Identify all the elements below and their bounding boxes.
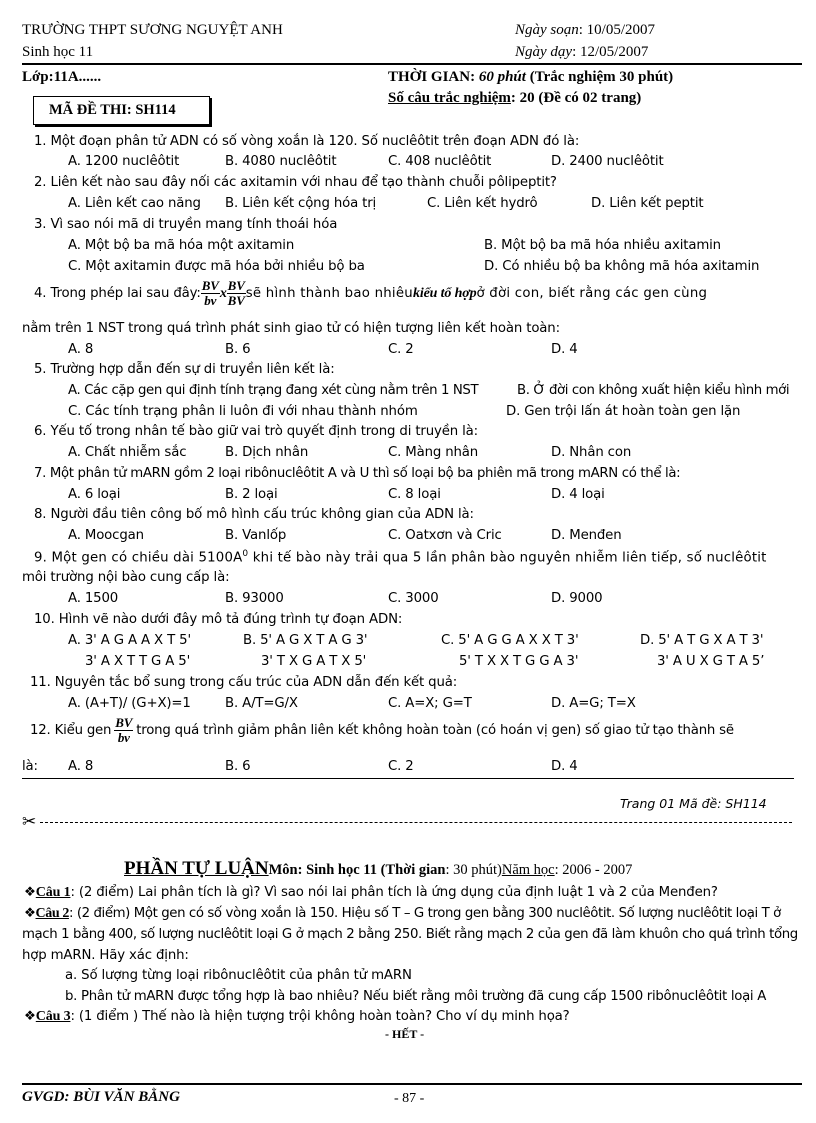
q10-option-c-line2: 5' T X X T G G A 3'	[459, 654, 579, 669]
time-value: 60 phút	[478, 69, 526, 85]
q7-option-d: D. 4 loại	[551, 487, 605, 502]
q1-option-c: C. 408 nuclêôtit	[388, 154, 492, 169]
q2-option-b: B. Liên kết cộng hóa trị	[225, 196, 377, 211]
essay-year-value: : 2006 - 2007	[554, 862, 633, 878]
q5-option-a: A. Các cặp gen qui định tính trạng đang xét cùng nằm trên 1 NST	[68, 383, 479, 398]
q8-option-d: D. Menđen	[551, 528, 622, 543]
q4-frac2-bottom: BV	[227, 293, 245, 308]
q9-superscript: 0	[242, 549, 249, 559]
q7-option-b: B. 2 loại	[225, 487, 278, 502]
scissors-icon: ✂	[22, 812, 37, 832]
essay-year-label: Năm học	[501, 862, 555, 878]
essay-item-1-label: Câu 1	[35, 885, 71, 900]
q12-option-b: B. 6	[225, 759, 251, 774]
q12-frac-bottom: bv	[117, 730, 130, 745]
q2-option-d: D. Liên kết peptit	[591, 196, 704, 211]
page-footer-code: Trang 01 Mã đề: SH114	[620, 796, 767, 811]
essay-item-2-text: : (2 điểm) Một gen có số vòng xoắn là 150. Hiệu số T – G trong gen bằng 300 nuclêôtit. Số lượng nuclêôtit loại T ở	[68, 906, 781, 921]
q9-option-b: B. 93000	[225, 591, 284, 606]
count-label: Số câu trắc nghiệm	[388, 90, 511, 106]
q10-option-b-line2: 3' T X G A T X 5'	[261, 654, 367, 669]
q6-option-c: C. Màng nhân	[388, 445, 479, 460]
q12-text-before: 12. Kiểu gen	[30, 723, 112, 738]
bullet-icon: ❖	[24, 885, 36, 900]
q11-option-c: C. A=X; G=T	[388, 696, 472, 711]
time-note: (Trắc nghiệm 30 phút)	[525, 69, 674, 85]
q11-option-d: D. A=G; T=X	[551, 696, 636, 711]
q4-frac1-top: BV	[201, 278, 219, 293]
date-teach-label: Ngày dạy	[515, 44, 573, 60]
q9-text-before: 9. Một gen có chiều dài 5100A	[34, 550, 243, 566]
q4-text-before: 4. Trong phép lai sau đây:	[34, 286, 201, 301]
q9-line-2: môi trường nội bào cung cấp là:	[22, 570, 230, 585]
question-12	[30, 716, 734, 745]
essay-item-2-line3: hợp mARN. Hãy xác định:	[22, 948, 189, 963]
q1-option-b: B. 4080 nuclêôtit	[225, 154, 337, 169]
teacher-name: GVGD: BÙI VĂN BẰNG	[22, 1089, 180, 1105]
essay-item-2-sub-b: b. Phân tử mARN được tổng hợp là bao nhiêu? Nếu biết rằng môi trường đã cung cấp 1500 ribônuclêôtit loại A	[65, 989, 767, 1004]
q1-option-d: D. 2400 nuclêôtit	[551, 154, 664, 169]
essay-header	[124, 858, 632, 880]
q9-option-a: A. 1500	[68, 591, 119, 606]
q10-option-a: A. 3' A G A A X T 5'	[68, 633, 191, 648]
date-prep	[515, 22, 655, 39]
q3-option-c: C. Một axitamin được mã hóa bởi nhiều bộ ba	[68, 259, 365, 274]
question-2: 2. Liên kết nào sau đây nối các axitamin với nhau để tạo thành chuỗi pôlipeptit?	[34, 175, 557, 190]
bullet-icon: ❖	[24, 906, 36, 921]
q9-text-after: khi tế bào này trải qua 5 lần phân bào nguyên nhiễm liên tiếp, số nuclêôtit	[248, 550, 767, 566]
bullet-icon: ❖	[24, 1009, 36, 1024]
essay-subject-label: Môn: Sinh học 11 (Thời gian	[268, 862, 446, 878]
q8-option-b: B. Vanlốp	[225, 528, 287, 543]
q7-option-a: A. 6 loại	[68, 487, 121, 502]
q4-option-c: C. 2	[388, 342, 414, 357]
q2-option-a: A. Liên kết cao năng	[68, 196, 201, 211]
count-value: : 20 (Đề có 02 trang)	[510, 90, 642, 106]
q3-option-b: B. Một bộ ba mã hóa nhiều axitamin	[484, 238, 721, 253]
q12-fraction	[114, 716, 133, 745]
cut-line	[40, 822, 792, 823]
q12-option-d: D. 4	[551, 759, 578, 774]
question-3: 3. Vì sao nói mã di truyền mang tính thoái hóa	[34, 217, 338, 232]
class-label: Lớp:11A......	[22, 69, 102, 85]
q4-frac2-top: BV	[227, 278, 245, 293]
q4-option-a: A. 8	[68, 342, 94, 357]
question-1: 1. Một đoạn phân tử ADN có số vòng xoắn là 120. Số nuclêôtit trên đoạn ADN đó là:	[34, 134, 580, 149]
question-10: 10. Hình vẽ nào dưới đây mô tả đúng trình tự đoạn ADN:	[34, 612, 403, 627]
question-11: 11. Nguyên tắc bổ sung trong cấu trúc của ADN dẫn đến kết quả:	[30, 675, 458, 690]
q6-option-b: B. Dịch nhân	[225, 445, 309, 460]
q9-option-d: D. 9000	[551, 591, 603, 606]
school-name: TRƯỜNG THPT SƯƠNG NGUYỆT ANH	[22, 22, 283, 38]
q11-option-b: B. A/T=G/X	[225, 696, 298, 711]
essay-item-3-text: : (1 điểm ) Thế nào là hiện tượng trội không hoàn toàn? Cho ví dụ minh họa?	[70, 1009, 570, 1024]
q12-prefix: là:	[22, 759, 38, 774]
questions-end-rule	[22, 778, 794, 779]
q4-line-2: nằm trên 1 NST trong quá trình phát sinh giao tử có hiện tượng liên kết hoàn toàn:	[22, 321, 560, 336]
question-6: 6. Yếu tố trong nhân tế bào giữ vai trò quyết định trong di truyền là:	[34, 424, 478, 439]
q8-option-a: A. Moocgan	[68, 528, 144, 543]
essay-item-3-label: Câu 3	[35, 1009, 71, 1024]
q10-option-a-line2: 3' A X T T G A 5'	[85, 654, 191, 669]
essay-item-1-text: : (2 điểm) Lai phân tích là gì? Vì sao nói lai phân tích là ứng dụng của định luật 1 và 2 của Menđen?	[70, 885, 718, 900]
question-9	[34, 549, 767, 565]
question-8: 8. Người đầu tiên công bố mô hình cấu trúc không gian của ADN là:	[34, 507, 474, 522]
question-7: 7. Một phân tử mARN gồm 2 loại ribônuclêôtit A và U thì số loại bộ ba phiên mã trong mARN có thể là:	[34, 466, 681, 481]
date-teach-value: : 12/05/2007	[572, 44, 649, 60]
essay-item-2-label: Câu 2	[35, 906, 69, 921]
date-prep-value: : 10/05/2007	[578, 22, 656, 38]
q12-text-after: trong quá trình giảm phân liên kết không hoàn toàn (có hoán vị gen) số giao tử tạo thành sẽ	[136, 723, 734, 738]
q11-option-a: A. (A+T)/ (G+X)=1	[68, 696, 191, 711]
q1-option-a: A. 1200 nuclêôtit	[68, 154, 180, 169]
q10-option-d: D. 5' A T G X A T 3'	[640, 633, 764, 648]
q3-option-a: A. Một bộ ba mã hóa một axitamin	[68, 238, 295, 253]
q4-text-mid: sẽ hình thành bao nhiêu	[245, 286, 413, 301]
q4-option-d: D. 4	[551, 342, 578, 357]
essay-item-1	[24, 885, 718, 901]
q12-option-a: A. 8	[68, 759, 94, 774]
q6-option-a: A. Chất nhiễm sắc	[68, 445, 187, 460]
essay-item-2-line2: mạch 1 bằng 400, số lượng nuclêôtit loại G ở mạch 2 bằng 250. Biết rằng mạch 2 của gen đã làm khuôn cho quá trình tổng	[22, 927, 798, 942]
q12-frac-top: BV	[115, 715, 133, 730]
exam-code: MÃ ĐỀ THI: SH114	[49, 102, 176, 118]
header-rule	[22, 63, 802, 65]
q10-option-b: B. 5' A G X T A G 3'	[243, 633, 368, 648]
date-prep-label: Ngày soạn	[515, 22, 579, 38]
q4-cross: x	[219, 285, 227, 301]
q4-frac1-bottom: bv	[204, 293, 217, 308]
q4-fraction-2	[227, 279, 246, 308]
q10-option-c: C. 5' A G G A X X T 3'	[441, 633, 579, 648]
q5-option-c: C. Các tính trạng phân li luôn đi với nhau thành nhóm	[68, 404, 418, 419]
q3-option-d: D. Có nhiều bộ ba không mã hóa axitamin	[484, 259, 760, 274]
q7-option-c: C. 8 loại	[388, 487, 441, 502]
question-5: 5. Trường hợp dẫn đến sự di truyền liên kết là:	[34, 362, 335, 377]
q5-option-d: D. Gen trội lấn át hoàn toàn gen lặn	[506, 404, 741, 419]
essay-title: PHẦN TỰ LUẬN	[124, 858, 269, 879]
date-teach	[515, 44, 648, 61]
q4-option-b: B. 6	[225, 342, 251, 357]
q2-option-c: C. Liên kết hydrô	[427, 196, 538, 211]
essay-item-2-sub-a: a. Số lượng từng loại ribônuclêôtit của phân tử mARN	[65, 968, 412, 983]
q10-option-d-line2: 3' A U X G T A 5’	[657, 654, 765, 669]
subject-name: Sinh học 11	[22, 44, 94, 60]
essay-item-2	[24, 906, 781, 922]
footer-rule	[22, 1083, 802, 1085]
question-4	[34, 279, 707, 308]
q4-emphasis: kiểu tổ hợp	[413, 285, 477, 301]
page-number: - 87 -	[394, 1091, 425, 1106]
end-marker: - HẾT -	[385, 1027, 425, 1041]
q6-option-d: D. Nhân con	[551, 445, 632, 460]
time-info	[388, 69, 673, 86]
q8-option-c: C. Oatxơn và Cric	[388, 528, 502, 543]
essay-item-3	[24, 1009, 570, 1025]
q5-option-b: B. Ở đời con không xuất hiện kiểu hình mới	[517, 383, 790, 398]
question-count	[388, 90, 641, 107]
q4-text-after: ở đời con, biết rằng các gen cùng	[476, 286, 708, 301]
q12-option-c: C. 2	[388, 759, 414, 774]
essay-subject-time: : 30 phút)	[445, 862, 502, 878]
q4-fraction-1	[201, 279, 220, 308]
q9-option-c: C. 3000	[388, 591, 439, 606]
time-label: THỜI GIAN:	[388, 69, 479, 85]
